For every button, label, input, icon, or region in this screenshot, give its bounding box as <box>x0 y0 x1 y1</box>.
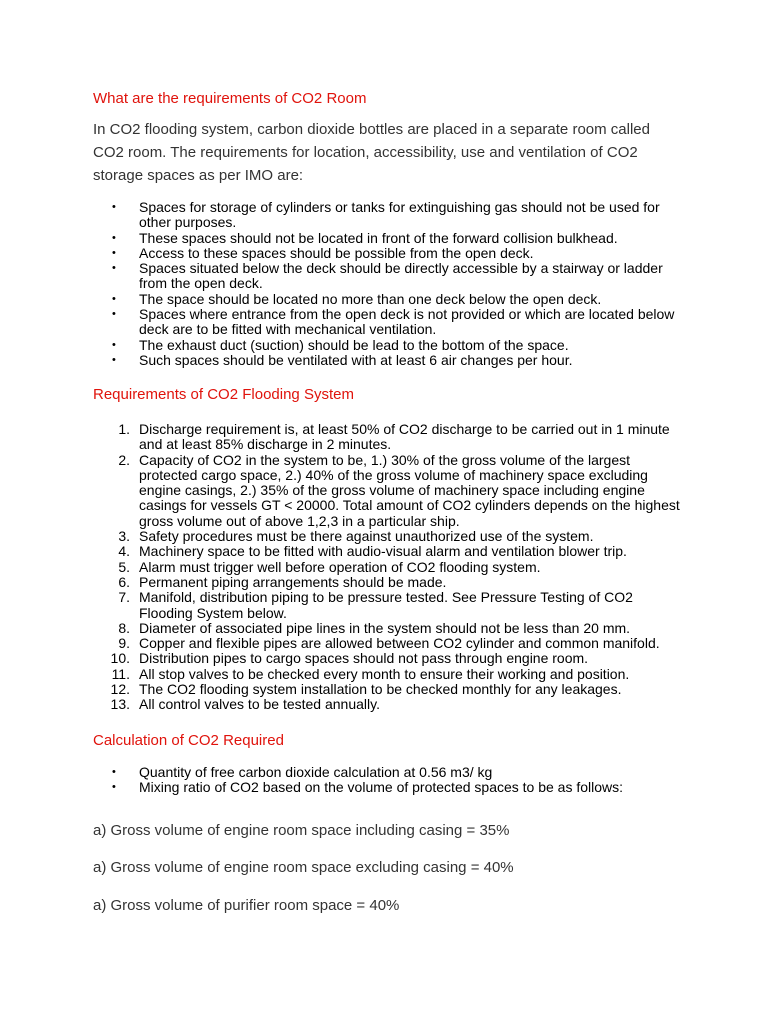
list-item: • The exhaust duct (suction) should be lead to the bottom of the space. <box>93 338 683 353</box>
item-text: Safety procedures must be there against unauthorized use of the system. <box>139 528 594 545</box>
list-item <box>93 697 683 712</box>
list-item <box>93 682 683 697</box>
list-item: • Spaces where entrance from the open deck is not provided or which are located below deck are to be fitted with mechanical ventilation. <box>93 307 683 338</box>
heading-calculation: Calculation of CO2 Required <box>93 732 284 749</box>
co2-room-requirements-list <box>93 200 683 368</box>
item-text: Permanent piping arrangements should be made. <box>139 573 447 590</box>
list-item: • These spaces should not be located in front of the forward collision bulkhead. <box>93 231 683 246</box>
gross-volume-line: a) Gross volume of purifier room space = 40% <box>93 897 400 914</box>
calculation-list <box>93 765 683 796</box>
intro-paragraph: In CO2 flooding system, carbon dioxide bottles are placed in a separate room called CO2 room. The requirements for location, accessibility, use and ventilation of CO2 storage spaces as per IMO are: <box>93 121 650 184</box>
list-item <box>93 667 683 682</box>
item-text: Alarm must trigger well before operation of CO2 flooding system. <box>139 558 541 575</box>
list-item <box>93 590 683 621</box>
list-item: • Access to these spaces should be possible from the open deck. <box>93 246 683 261</box>
item-number: 2. <box>118 451 130 468</box>
item-number: 4. <box>118 543 130 560</box>
list-item <box>93 453 683 529</box>
item-number: 13. <box>110 696 130 713</box>
item-text: Discharge requirement is, at least 50% of CO2 discharge to be carried out in 1 minute and at least 85% discharge in 2 minutes. <box>139 421 670 453</box>
item-text: Distribution pipes to cargo spaces should not pass through engine room. <box>139 650 589 667</box>
list-item <box>93 575 683 590</box>
item-text: Capacity of CO2 in the system to be, 1.) 30% of the gross volume of the largest protected cargo space, 2.) 40% of the gross volume of machinery space excluding engine casings, 2.) 35% of the gross volume of machinery space including engine casings for vessels GT < 20000. Total amount of CO2 cylinders depends on the highest gross volume out of above 1,2,3 in a particular ship. <box>139 451 680 529</box>
list-item <box>93 621 683 636</box>
list-item: • Mixing ratio of CO2 based on the volume of protected spaces to be as follows: <box>93 780 683 795</box>
item-number: 6. <box>118 573 130 590</box>
item-number: 12. <box>110 681 130 698</box>
item-number: 3. <box>118 528 130 545</box>
list-item: • Quantity of free carbon dioxide calculation at 0.56 m3/ kg <box>93 765 683 780</box>
item-text: All stop valves to be checked every month to ensure their working and position. <box>139 665 630 682</box>
item-number: 8. <box>118 619 130 636</box>
list-item <box>93 560 683 575</box>
item-text: Copper and flexible pipes are allowed between CO2 cylinder and common manifold. <box>139 635 660 652</box>
list-item: • The space should be located no more than one deck below the open deck. <box>93 292 683 307</box>
list-item: • Such spaces should be ventilated with at least 6 air changes per hour. <box>93 353 683 368</box>
item-text: The CO2 flooding system installation to be checked monthly for any leakages. <box>139 681 622 698</box>
list-item <box>93 422 683 453</box>
heading-co2-room: What are the requirements of CO2 Room <box>93 90 367 107</box>
item-text: Manifold, distribution piping to be pressure tested. See Pressure Testing of CO2 Flooding System below. <box>139 589 633 621</box>
heading-flooding-system: Requirements of CO2 Flooding System <box>93 386 354 403</box>
item-number: 1. <box>118 421 130 437</box>
list-item: • Spaces for storage of cylinders or tanks for extinguishing gas should not be used for other purposes. <box>93 200 683 231</box>
list-item <box>93 636 683 651</box>
item-number: 11. <box>111 665 130 682</box>
item-text: All control valves to be tested annually. <box>139 696 380 713</box>
flooding-system-requirements-list <box>93 422 683 713</box>
item-text: Diameter of associated pipe lines in the system should not be less than 20 mm. <box>139 619 631 636</box>
item-number: 9. <box>118 635 130 652</box>
list-item <box>93 544 683 559</box>
item-number: 10. <box>110 650 130 667</box>
item-number: 7. <box>118 589 130 606</box>
list-item: • Spaces situated below the deck should be directly accessible by a stairway or ladder from the open deck. <box>93 261 683 292</box>
gross-volume-line: a) Gross volume of engine room space including casing = 35% <box>93 822 510 839</box>
gross-volume-line: a) Gross volume of engine room space excluding casing = 40% <box>93 859 514 876</box>
item-text: Machinery space to be fitted with audio-visual alarm and ventilation blower trip. <box>139 543 627 560</box>
list-item <box>93 651 683 666</box>
list-item <box>93 529 683 544</box>
item-number: 5. <box>118 558 130 575</box>
